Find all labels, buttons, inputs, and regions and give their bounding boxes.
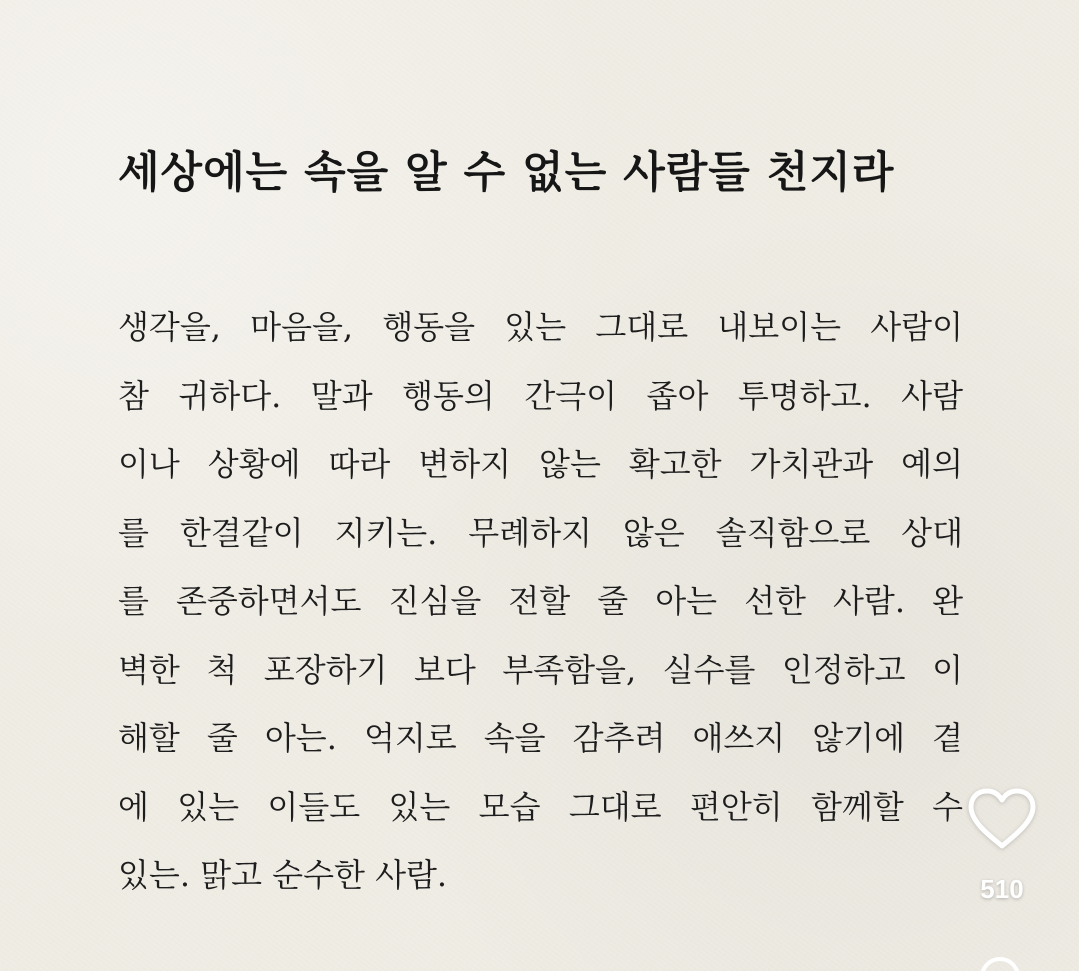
heart-outline-icon	[967, 788, 1037, 850]
body-line: 를 한결같이 지키는. 무례하지 않은 솔직함으로 상대	[118, 513, 963, 552]
post-body	[118, 293, 963, 910]
body-line: 해할 줄 아는. 억지로 속을 감추려 애쓰지 않기에 곁	[118, 719, 963, 757]
body-line: 이나 상황에 따라 변하지 않는 확고한 가치관과 예의	[118, 445, 963, 483]
like-count: 510	[980, 874, 1024, 904]
body-line: 참 귀하다. 말과 행동의 간극이 좁아 투명하고. 사람	[118, 376, 963, 415]
body-line: 생각을, 마음을, 행동을 있는 그대로 내보이는 사람이	[118, 308, 963, 346]
body-line: 를 존중하면서도 진심을 전할 줄 아는 선한 사람. 완	[118, 582, 963, 620]
like-button[interactable]	[963, 780, 1041, 858]
comment-icon[interactable]	[978, 955, 1022, 971]
body-line: 에 있는 이들도 있는 모습 그대로 편안히 함께할 수	[118, 787, 963, 826]
body-line: 있는. 맑고 순수한 사람.	[118, 856, 448, 894]
post-title: 세상에는 속을 알 수 없는 사람들 천지라	[118, 148, 895, 198]
body-line: 벽한 척 포장하기 보다 부족함을, 실수를 인정하고 이	[118, 650, 963, 689]
